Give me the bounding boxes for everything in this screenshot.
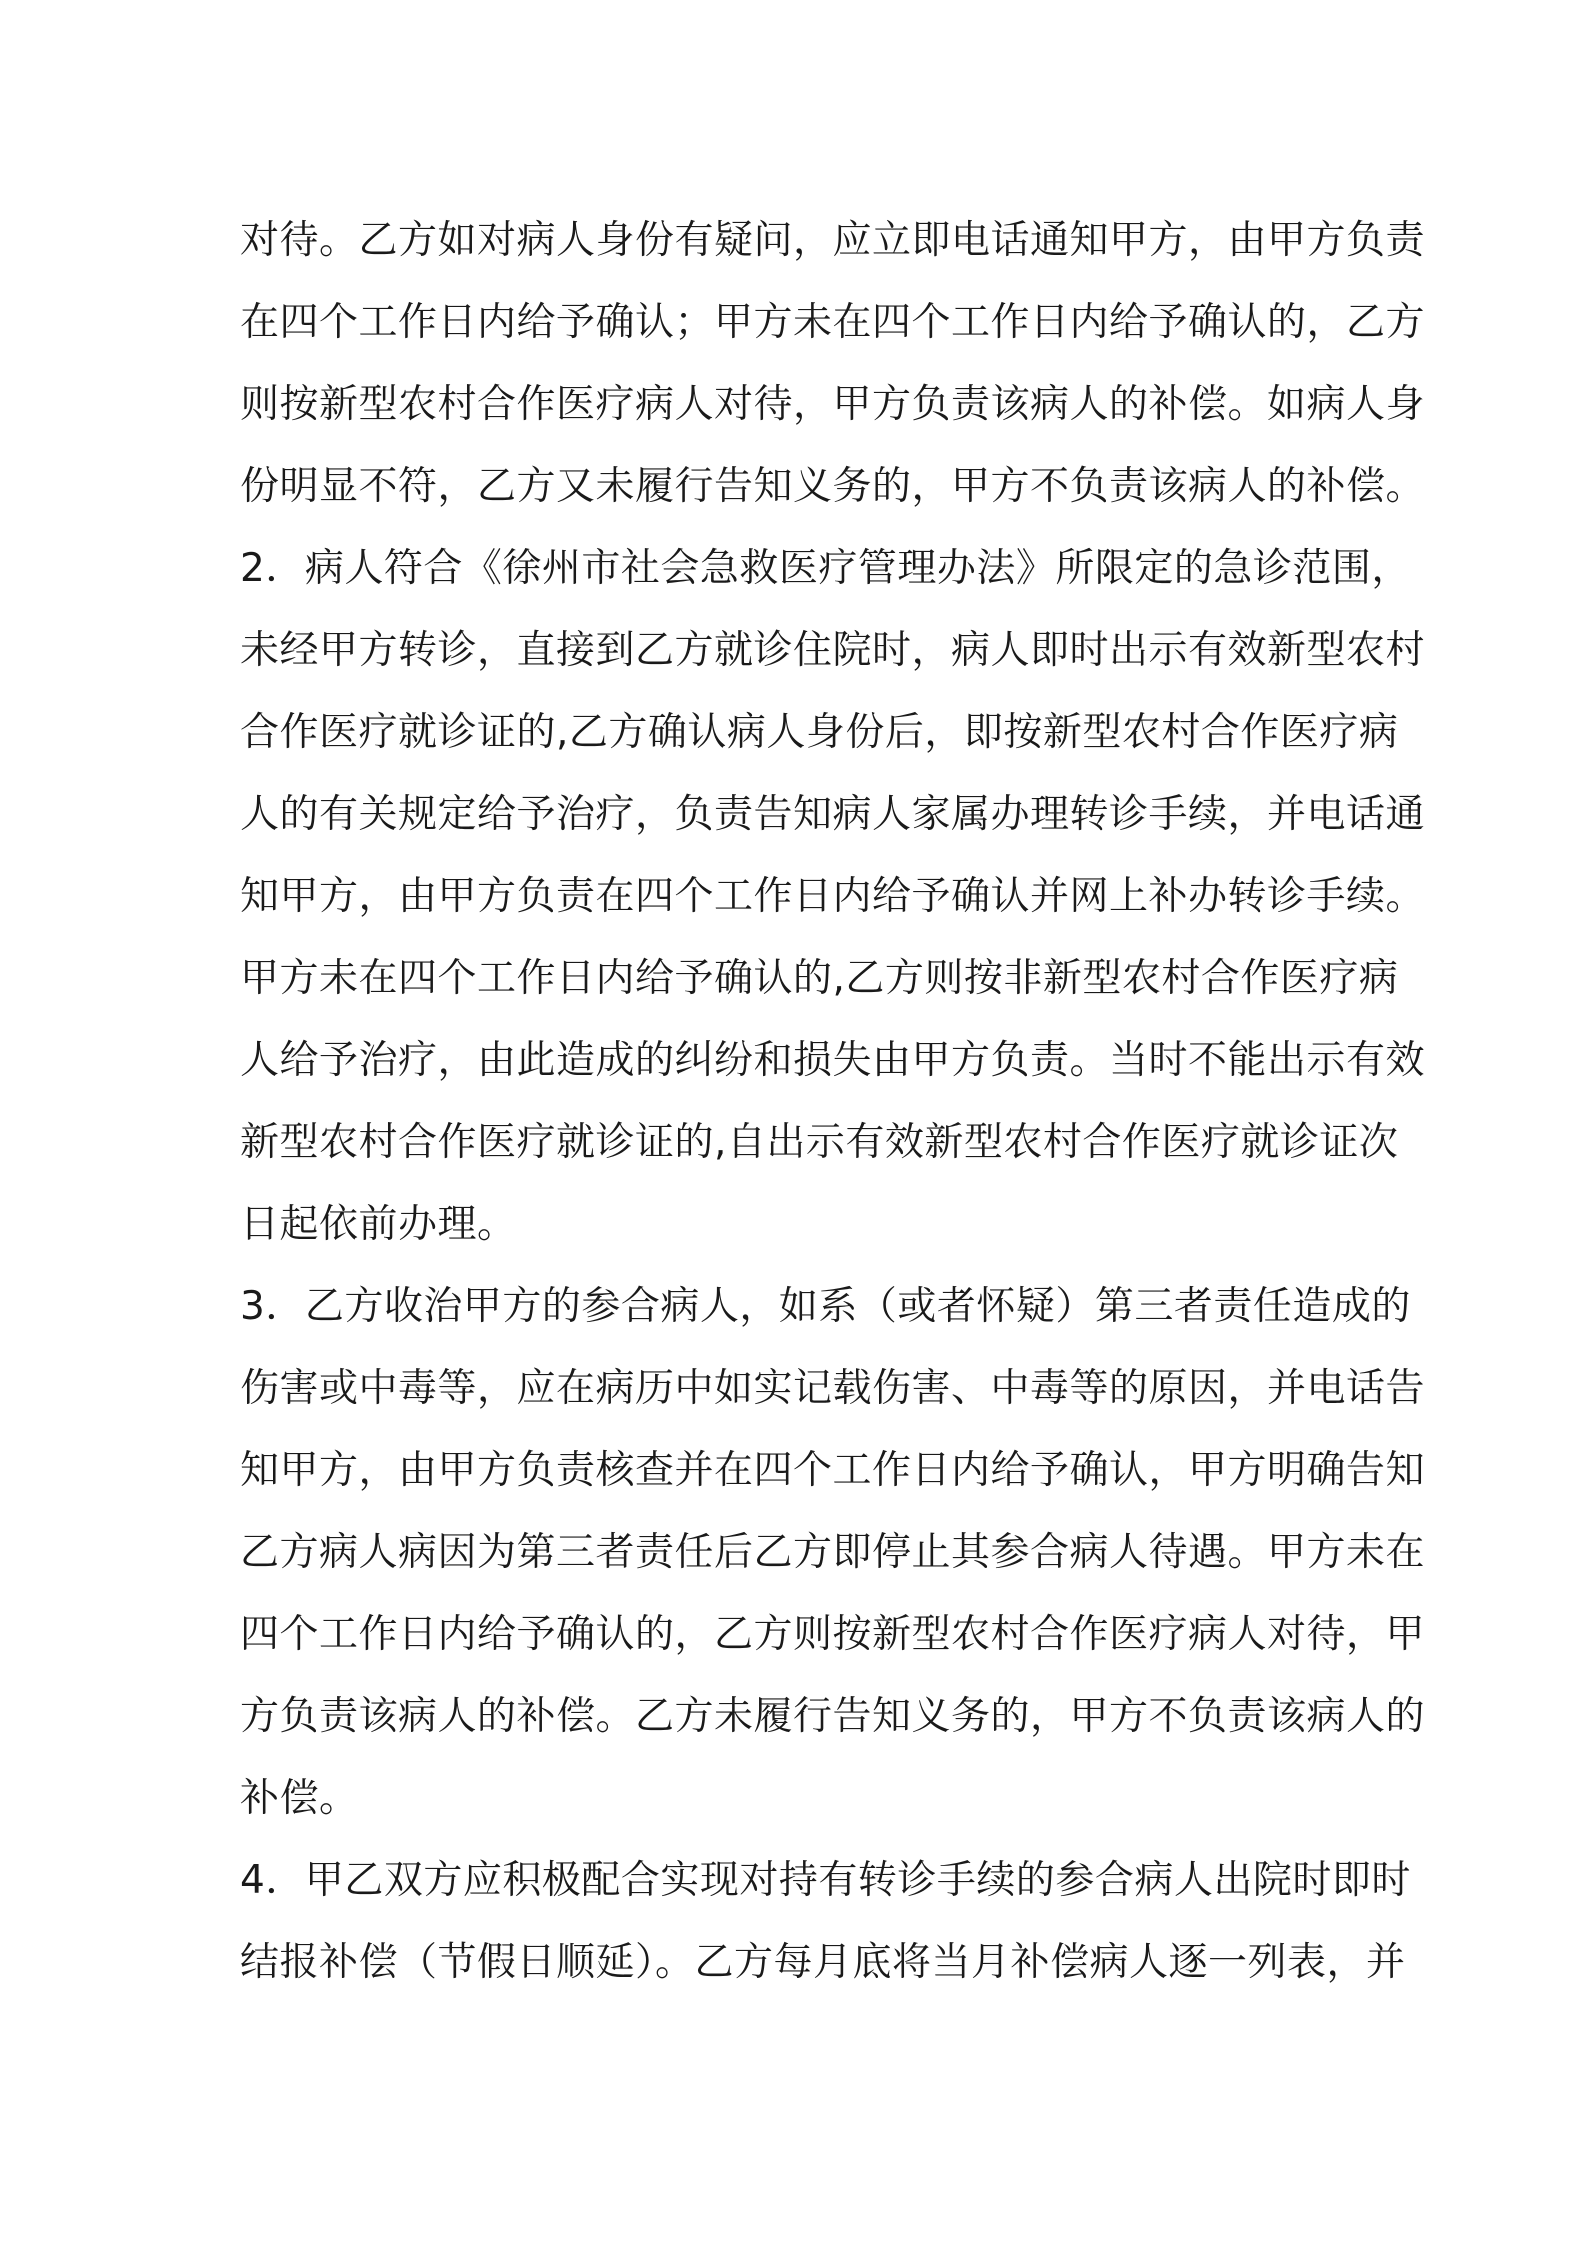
text-line: 合作医疗就诊证的,乙方确认病人身份后，即按新型农村合作医疗病: [240, 710, 1399, 755]
text-line: 人的有关规定给予治疗，负责告知病人家属办理转诊手续，并电话通: [240, 792, 1426, 837]
text-line: 未经甲方转诊，直接到乙方就诊住院时，病人即时出示有效新型农村: [240, 628, 1426, 673]
text-line: 补偿。: [240, 1776, 359, 1821]
text-line: 在四个工作日内给予确认；甲方未在四个工作日内给予确认的，乙方: [240, 300, 1426, 345]
text-line: 知甲方，由甲方负责在四个工作日内给予确认并网上补办转诊手续。: [240, 874, 1426, 919]
text-line: 伤害或中毒等，应在病历中如实记载伤害、中毒等的原因，并电话告: [240, 1366, 1426, 1411]
text-line: 知甲方，由甲方负责核查并在四个工作日内给予确认，甲方明确告知: [240, 1448, 1426, 1493]
document-body: [240, 200, 1426, 2004]
text-line: 对待。乙方如对病人身份有疑问，应立即电话通知甲方，由甲方负责: [240, 218, 1426, 263]
text-line: 甲方未在四个工作日内给予确认的,乙方则按非新型农村合作医疗病: [240, 956, 1399, 1001]
text-line: 新型农村合作医疗就诊证的,自出示有效新型农村合作医疗就诊证次: [240, 1120, 1399, 1165]
text-line: 4．甲乙双方应积极配合实现对持有转诊手续的参合病人出院时即时: [240, 1858, 1411, 1903]
text-line: 方负责该病人的补偿。乙方未履行告知义务的，甲方不负责该病人的: [240, 1694, 1426, 1739]
text-line: 2．病人符合《徐州市社会急救医疗管理办法》所限定的急诊范围，: [240, 546, 1411, 591]
text-line: 人给予治疗，由此造成的纠纷和损失由甲方负责。当时不能出示有效: [240, 1038, 1426, 1083]
text-line: 乙方病人病因为第三者责任后乙方即停止其参合病人待遇。甲方未在: [240, 1530, 1426, 1575]
text-line: 四个工作日内给予确认的，乙方则按新型农村合作医疗病人对待，甲: [240, 1612, 1426, 1657]
text-line: 则按新型农村合作医疗病人对待，甲方负责该病人的补偿。如病人身: [240, 382, 1426, 427]
text-line: 3．乙方收治甲方的参合病人，如系（或者怀疑）第三者责任造成的: [240, 1284, 1411, 1329]
text-line: 份明显不符，乙方又未履行告知义务的，甲方不负责该病人的补偿。: [240, 464, 1426, 509]
text-line: 日起依前办理。: [240, 1202, 517, 1247]
text-line: 结报补偿（节假日顺延）。乙方每月底将当月补偿病人逐一列表，并: [240, 1940, 1406, 1985]
